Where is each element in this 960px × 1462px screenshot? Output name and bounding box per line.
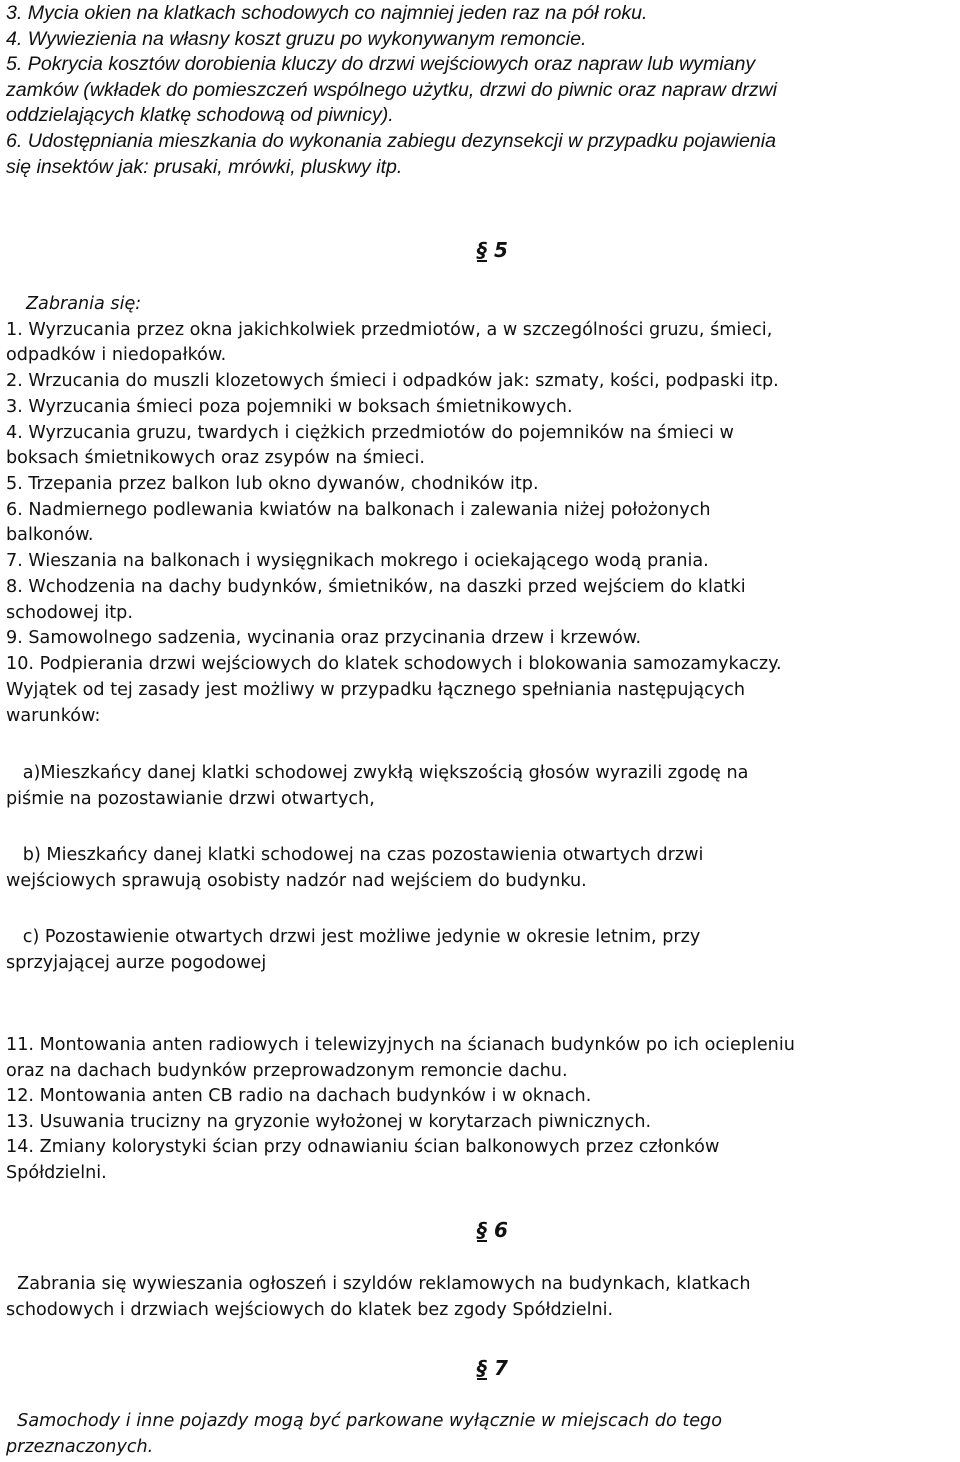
text-line: Wyjątek od tej zasady jest możliwy w przypadku łącznego spełniania następujących <box>6 680 746 700</box>
paragraph-symbol: § <box>477 1218 487 1242</box>
condition-b: b) Mieszkańcy danej klatki schodowej na czas pozostawienia otwartych drzwi <box>6 845 704 865</box>
section-heading-7 <box>477 1356 508 1380</box>
text-line: schodowych i drzwiach wejściowych do klatek bez zgody Spółdzielni. <box>6 1300 614 1320</box>
text-line: 7. Wieszania na balkonach i wysięgnikach mokrego i ociekającego wodą prania. <box>6 551 709 571</box>
text-line: 1. Wyrzucania przez okna jakichkolwiek przedmiotów, a w szczególności gruzu, śmieci, <box>6 320 773 340</box>
text-line: 11. Montowania anten radiowych i telewizyjnych na ścianach budynków po ich ociepleniu <box>6 1035 795 1055</box>
condition-c: c) Pozostawienie otwartych drzwi jest możliwe jedynie w okresie letnim, przy <box>6 927 701 947</box>
text-line: Zabrania się wywieszania ogłoszeń i szyldów reklamowych na budynkach, klatkach <box>6 1274 751 1294</box>
text-line: oraz na dachach budynków przeprowadzonym remoncie dachu. <box>6 1061 568 1081</box>
condition-b-cont: wejściowych sprawują osobisty nadzór nad wejściem do budynku. <box>6 871 587 891</box>
text-line: Samochody i inne pojazdy mogą być parkowane wyłącznie w miejscach do tego <box>6 1411 722 1431</box>
condition-c-cont: sprzyjającej aurze pogodowej <box>6 953 267 973</box>
text-line: 3. Mycia okien na klatkach schodowych co najmniej jeden raz na pół roku. <box>6 2 648 24</box>
text-line: 8. Wchodzenia na dachy budynków, śmietników, na daszki przed wejściem do klatki <box>6 577 746 597</box>
condition-a: a)Mieszkańcy danej klatki schodowej zwykłą większością głosów wyrazili zgodę na <box>6 763 749 783</box>
condition-a-cont: piśmie na pozostawianie drzwi otwartych, <box>6 789 375 809</box>
text-line: przeznaczonych. <box>6 1437 154 1457</box>
text-line: Spółdzielni. <box>6 1163 107 1183</box>
text-line: 4. Wyrzucania gruzu, twardych i ciężkich przedmiotów do pojemników na śmieci w <box>6 423 734 443</box>
section-number: 6 <box>493 1218 508 1242</box>
text-line: 3. Wyrzucania śmieci poza pojemniki w boksach śmietnikowych. <box>6 397 573 417</box>
text-line: warunków: <box>6 706 101 726</box>
section-heading-5 <box>477 238 508 262</box>
text-line: 10. Podpierania drzwi wejściowych do klatek schodowych i blokowania samozamykaczy. <box>6 654 782 674</box>
text-line: boksach śmietnikowych oraz zsypów na śmieci. <box>6 448 426 468</box>
text-line: 6. Udostępniania mieszkania do wykonania zabiegu dezynsekcji w przypadku pojawienia <box>6 130 777 152</box>
text-line: 6. Nadmiernego podlewania kwiatów na balkonach i zalewania niżej położonych <box>6 500 711 520</box>
text-line: 9. Samowolnego sadzenia, wycinania oraz przycinania drzew i krzewów. <box>6 628 642 648</box>
section-heading-6 <box>477 1218 508 1242</box>
text-line: schodowej itp. <box>6 603 133 623</box>
text-line: 14. Zmiany kolorystyki ścian przy odnawianiu ścian balkonowych przez członków <box>6 1137 720 1157</box>
text-line: 5. Trzepania przez balkon lub okno dywanów, chodników itp. <box>6 474 539 494</box>
text-line: 12. Montowania anten CB radio na dachach budynków i w oknach. <box>6 1086 592 1106</box>
text-line: 2. Wrzucania do muszli klozetowych śmieci i odpadków jak: szmaty, kości, podpaski itp. <box>6 371 779 391</box>
text-line: się insektów jak: prusaki, mrówki, pluskwy itp. <box>6 156 403 178</box>
paragraph-symbol: § <box>477 238 487 262</box>
section-number: 7 <box>493 1356 508 1380</box>
text-line: 5. Pokrycia kosztów dorobienia kluczy do drzwi wejściowych oraz napraw lub wymiany <box>6 53 756 75</box>
text-line: 13. Usuwania trucizny na gryzonie wyłożonej w korytarzach piwnicznych. <box>6 1112 652 1132</box>
section-intro: Zabrania się: <box>26 294 142 314</box>
section-number: 5 <box>493 238 508 262</box>
text-line: odpadków i niedopałków. <box>6 345 227 365</box>
text-line: balkonów. <box>6 525 94 545</box>
paragraph-symbol: § <box>477 1356 487 1380</box>
text-line: oddzielających klatkę schodową od piwnicy). <box>6 104 394 126</box>
text-line: 4. Wywiezienia na własny koszt gruzu po wykonywanym remoncie. <box>6 28 587 50</box>
text-line: zamków (wkładek do pomieszczeń wspólnego użytku, drzwi do piwnic oraz napraw drzwi <box>6 79 778 101</box>
